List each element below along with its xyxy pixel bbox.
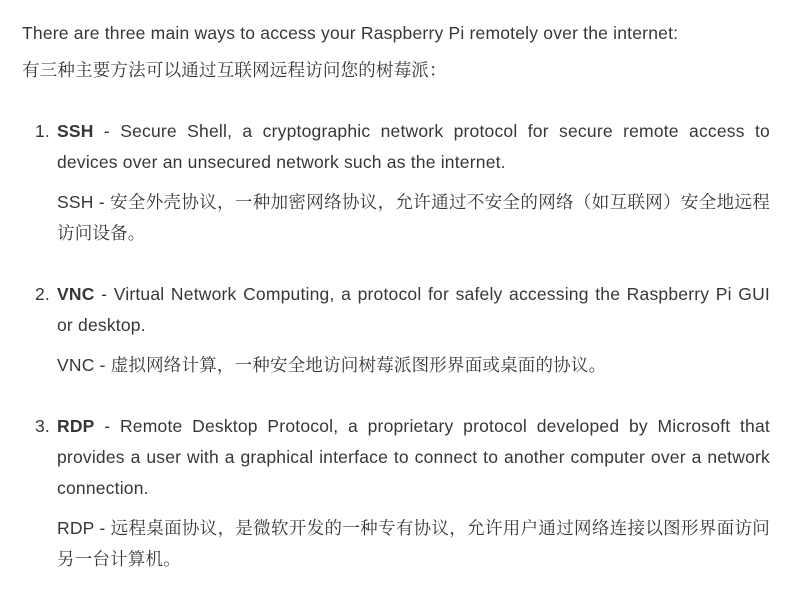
ssh-desc-en [57, 116, 770, 178]
vnc-desc-zh: VNC - 虚拟网络计算，一种安全地访问树莓派图形界面或桌面的协议。 [57, 355, 607, 375]
ssh-desc-en-text: - Secure Shell, a cryptographic network protocol for secure remote access to devices over an unsecured network such as the internet. [57, 121, 770, 172]
rdp-desc-zh: RDP - 远程桌面协议，是微软开发的一种专有协议，允许用户通过网络连接以图形界面访问另一台计算机。 [57, 518, 770, 569]
rdp-term: RDP [57, 416, 95, 436]
list-number-1: 1. [35, 121, 50, 141]
list-number-3: 3. [35, 416, 50, 436]
vnc-term: VNC [57, 284, 95, 304]
methods-list [22, 116, 770, 575]
vnc-desc-en-text: - Virtual Network Computing, a protocol for safely accessing the Raspberry Pi GUI or desktop. [57, 284, 770, 335]
intro-paragraph-zh: 有三种主要方法可以通过互联网远程访问您的树莓派： [22, 60, 447, 80]
rdp-desc-en-text: - Remote Desktop Protocol, a proprietary protocol developed by Microsoft that provides a user with a graphical interface to connect to another computer over a network connection. [57, 416, 770, 498]
vnc-desc-en [57, 279, 770, 341]
list-item-ssh [22, 116, 770, 249]
list-number-2: 2. [35, 284, 50, 304]
ssh-desc-zh: SSH - 安全外壳协议，一种加密网络协议，允许通过不安全的网络（如互联网）安全地远程访问设备。 [57, 192, 770, 243]
list-item-rdp [22, 411, 770, 575]
list-item-body [57, 411, 770, 575]
ssh-term: SSH [57, 121, 94, 141]
list-item-body [57, 116, 770, 249]
intro-paragraph-en: There are three main ways to access your Raspberry Pi remotely over the internet: [22, 23, 679, 43]
list-item-vnc [22, 279, 770, 381]
rdp-desc-en [57, 411, 770, 504]
list-item-body [57, 279, 770, 381]
